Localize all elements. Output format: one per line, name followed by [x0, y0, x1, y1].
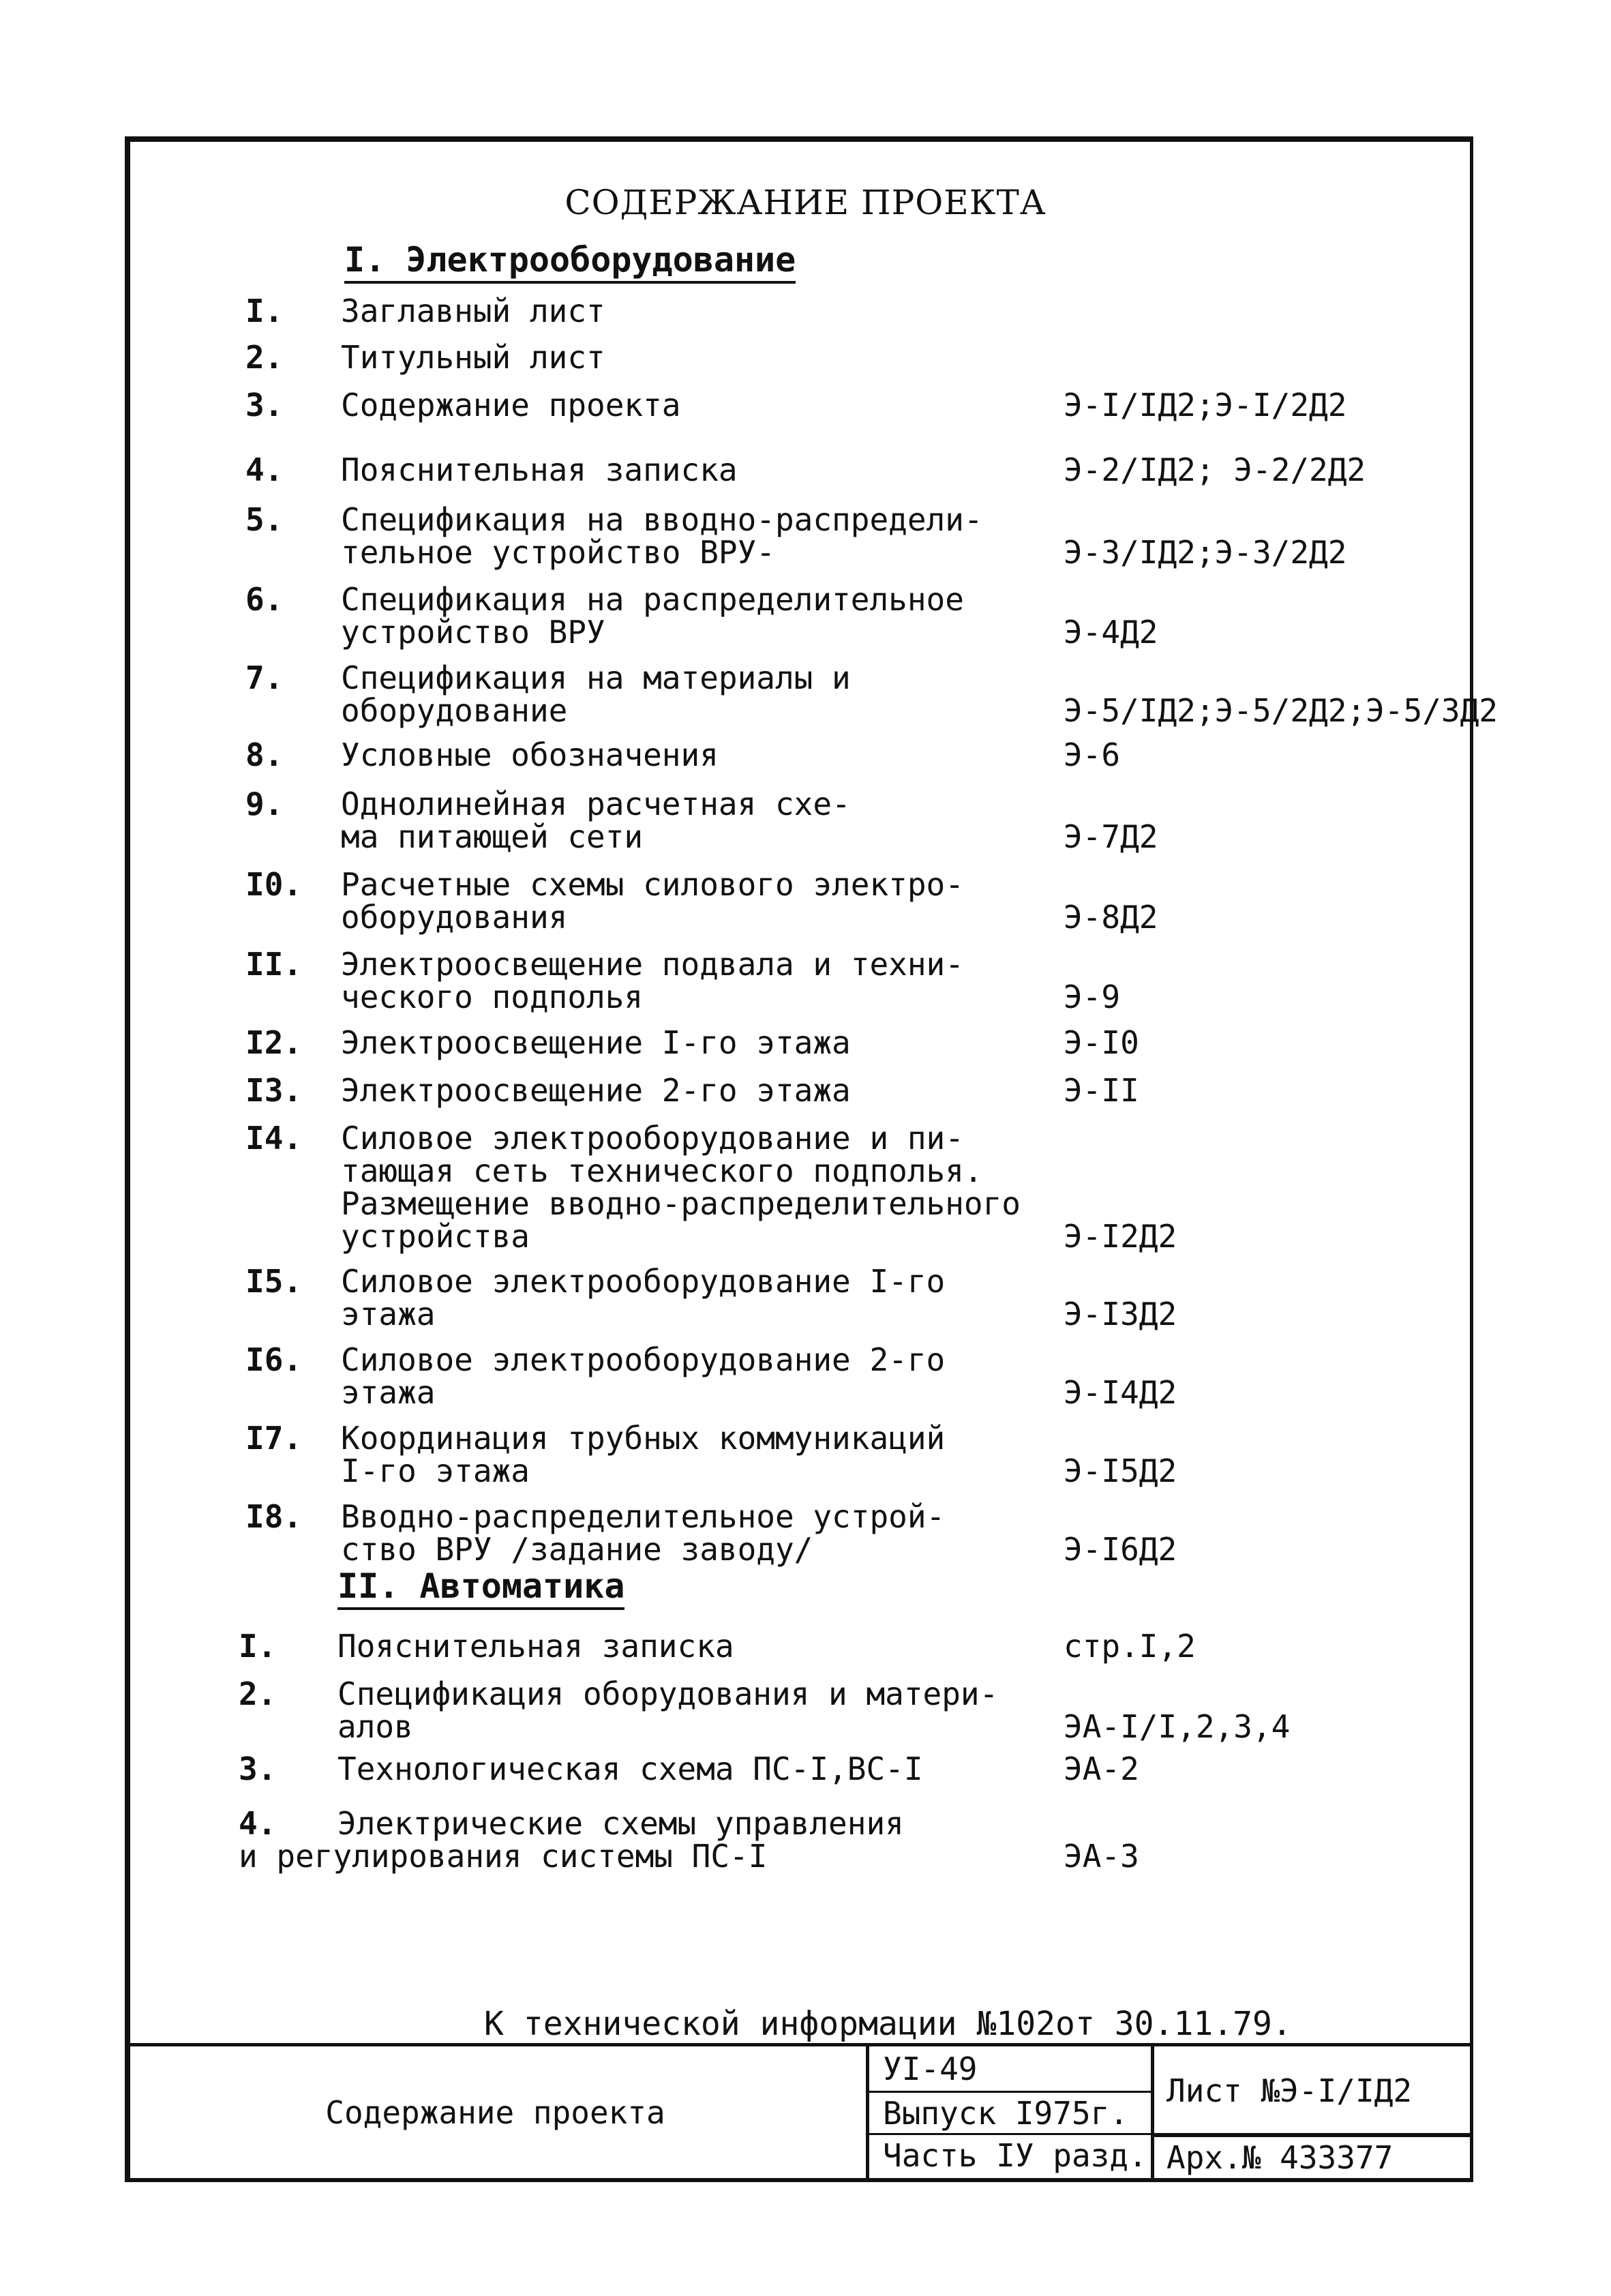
item-title: Спецификация на материалы и оборудование	[341, 659, 851, 729]
item-number: I7.	[245, 1420, 303, 1457]
item-number: I2.	[245, 1024, 303, 1061]
item-number: 3.	[245, 387, 284, 423]
item-title: Электрические схемы управления и регулирования системы ПС-I	[239, 1805, 904, 1875]
item-number: I4.	[245, 1120, 303, 1157]
item-number: I.	[245, 293, 284, 329]
item-number: I8.	[245, 1498, 303, 1535]
section-heading-electrical: I. Электрооборудование	[344, 240, 796, 284]
item-sheet-code: ЭА-2	[1064, 1750, 1139, 1787]
item-title: Пояснительная записка	[341, 451, 738, 488]
item-title: Однолинейная расчетная схе- ма питающей сети	[341, 786, 851, 855]
item-title: Содержание проекта	[341, 387, 681, 423]
item-number: 4.	[245, 451, 284, 488]
item-title: Титульный лист	[341, 339, 605, 376]
item-sheet-code: Э-I2Д2	[1064, 1218, 1177, 1255]
item-title: Электроосвещение подвала и техни- ческого подполья	[341, 946, 964, 1015]
item-title: Расчетные схемы силового электро- оборудования	[341, 866, 964, 936]
item-number: I5.	[245, 1263, 303, 1300]
item-number: 3.	[239, 1750, 277, 1787]
item-number: I.	[239, 1628, 277, 1665]
item-sheet-code: Э-3/IД2;Э-3/2Д2	[1064, 534, 1347, 571]
item-sheet-code: Э-I3Д2	[1064, 1296, 1177, 1332]
item-title: Силовое электрооборудование I-го этажа	[341, 1263, 946, 1332]
item-number: I3.	[245, 1072, 303, 1109]
item-sheet-code: Э-I6Д2	[1064, 1531, 1177, 1568]
item-number: 6.	[245, 581, 284, 618]
item-title: Электроосвещение I-го этажа	[341, 1024, 851, 1061]
item-sheet-code: Э-5/IД2;Э-5/2Д2;Э-5/3Д2	[1064, 692, 1498, 729]
item-sheet-code: Э-I5Д2	[1064, 1452, 1177, 1489]
item-sheet-code: ЭА-3	[1064, 1838, 1139, 1875]
item-sheet-code: Э-I/IД2;Э-I/2Д2	[1064, 387, 1347, 423]
item-number: 8.	[245, 736, 284, 773]
title-block-issue: Выпуск I975г.	[869, 2093, 1154, 2135]
title-block	[125, 2043, 1473, 2182]
item-number: 5.	[245, 501, 284, 538]
item-title: Спецификация оборудования и матери- алов	[337, 1675, 999, 1745]
item-number: 4.	[239, 1805, 277, 1842]
item-number: I0.	[245, 866, 303, 903]
item-number: I6.	[245, 1341, 303, 1378]
item-sheet-code: Э-9	[1064, 979, 1121, 1015]
item-title: Заглавный лист	[341, 293, 605, 329]
title-block-document-name: Содержание проекта	[125, 2046, 869, 2178]
item-sheet-code: Э-II	[1064, 1072, 1139, 1109]
item-sheet-code: стр.I,2	[1064, 1628, 1196, 1665]
item-title: Вводно-распределительное устрой- ство ВРУ /задание заводу/	[341, 1498, 946, 1568]
item-title: Электроосвещение 2-го этажа	[341, 1072, 851, 1109]
item-sheet-code: Э-6	[1064, 736, 1121, 773]
item-sheet-code: Э-I0	[1064, 1024, 1139, 1061]
item-number: 7.	[245, 659, 284, 696]
page-title: СОДЕРЖАНИЕ ПРОЕКТА	[564, 183, 1047, 222]
item-sheet-code: Э-2/IД2; Э-2/2Д2	[1064, 451, 1366, 488]
item-title: Координация трубных коммуникаций I-го этажа	[341, 1420, 946, 1489]
item-sheet-code: Э-7Д2	[1064, 818, 1158, 855]
title-block-archive: Арх.№ 433377	[1154, 2135, 1473, 2178]
section-heading-automation: II. Автоматика	[337, 1566, 624, 1610]
item-title: Пояснительная записка	[337, 1628, 734, 1665]
item-number: 9.	[245, 786, 284, 822]
item-title: Условные обозначения	[341, 736, 719, 773]
item-title: Силовое электрооборудование и пи- тающая сеть технического подполья. Размещение вводно-распределительного устройства	[341, 1120, 1021, 1255]
item-sheet-code: Э-4Д2	[1064, 614, 1158, 651]
item-number: 2.	[245, 339, 284, 376]
item-title: Спецификация на вводно-распредели- тельное устройство ВРУ-	[341, 501, 983, 571]
item-title: Технологическая схема ПС-I,ВС-I	[337, 1750, 923, 1787]
technical-info-note: К технической информации №102от 30.11.79.	[484, 2005, 1292, 2043]
item-sheet-code: Э-I4Д2	[1064, 1374, 1177, 1411]
title-block-sheet: Лист №Э-I/IД2	[1154, 2046, 1473, 2135]
title-block-series: УI-49	[869, 2046, 1154, 2093]
item-title: Силовое электрооборудование 2-го этажа	[341, 1341, 946, 1411]
item-title: Спецификация на распределительное устройство ВРУ	[341, 581, 964, 651]
item-sheet-code: ЭА-I/I,2,3,4	[1064, 1708, 1291, 1745]
item-sheet-code: Э-8Д2	[1064, 899, 1158, 936]
item-number: II.	[245, 946, 303, 983]
title-block-part: Часть IУ разд.	[869, 2135, 1154, 2178]
item-number: 2.	[239, 1675, 277, 1712]
